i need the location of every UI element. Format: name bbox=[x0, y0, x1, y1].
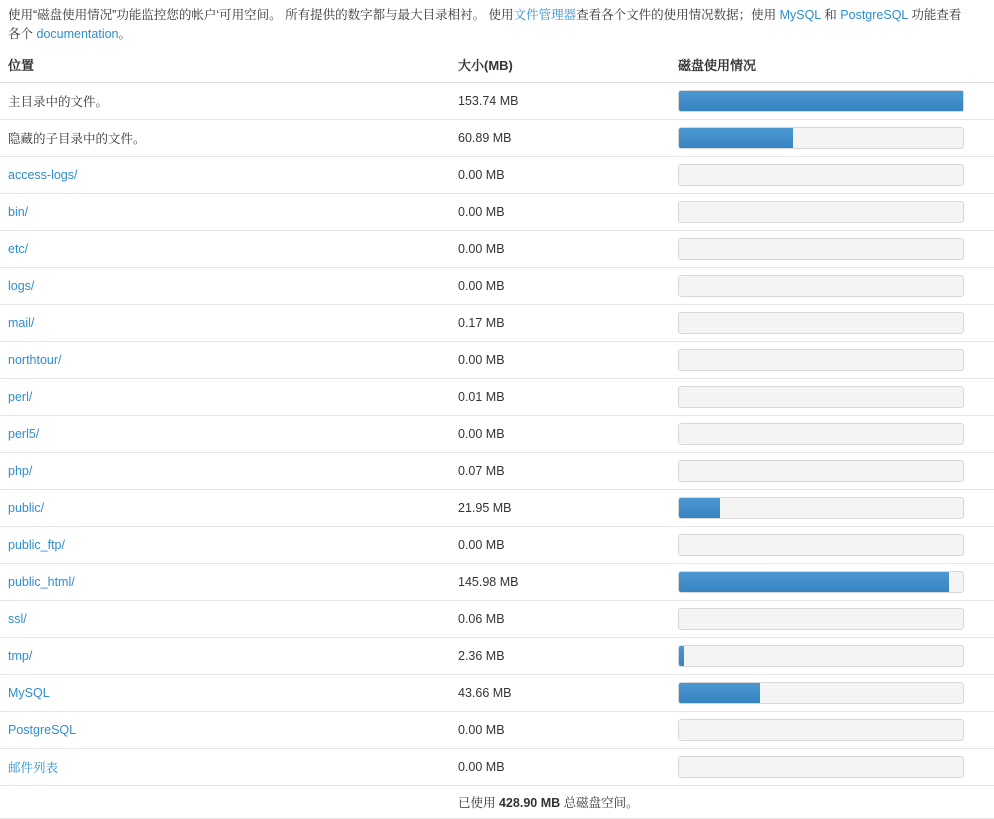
location-link[interactable]: northtour/ bbox=[8, 353, 62, 367]
cell-location bbox=[0, 83, 450, 120]
cell-location bbox=[0, 712, 450, 749]
cell-size bbox=[450, 749, 670, 786]
cell-usage bbox=[670, 416, 994, 453]
location-link[interactable]: public_html/ bbox=[8, 575, 75, 589]
intro-text-part1: 使用“磁盘使用情况”功能监控您的帐户‘可用空间。 所有提供的数字都与最大目录相衬。 使用 bbox=[8, 8, 514, 22]
total-usage-row bbox=[0, 786, 994, 819]
location-link[interactable]: etc/ bbox=[8, 242, 29, 256]
column-header-size: 大小(MB) bbox=[450, 48, 670, 83]
cell-usage bbox=[670, 342, 994, 379]
cell-size bbox=[450, 231, 670, 268]
cell-usage bbox=[670, 305, 994, 342]
table-row bbox=[0, 379, 994, 416]
usage-bar-fill bbox=[679, 128, 793, 148]
table-row bbox=[0, 342, 994, 379]
location-link[interactable]: perl/ bbox=[8, 390, 33, 404]
usage-bar-track bbox=[678, 719, 964, 741]
cell-size bbox=[450, 712, 670, 749]
cell-usage bbox=[670, 120, 994, 157]
table-row bbox=[0, 527, 994, 564]
table-row bbox=[0, 83, 994, 120]
size-value: 0.00 MB bbox=[458, 427, 505, 441]
cell-usage bbox=[670, 712, 994, 749]
cell-location bbox=[0, 453, 450, 490]
cell-size bbox=[450, 379, 670, 416]
size-value: 0.01 MB bbox=[458, 390, 505, 404]
cell-location bbox=[0, 564, 450, 601]
disk-usage-table bbox=[0, 48, 994, 819]
table-header bbox=[0, 48, 994, 83]
location-label: 隐藏的子目录中的文件。 bbox=[8, 132, 146, 146]
usage-bar-track bbox=[678, 756, 964, 778]
location-link[interactable]: public/ bbox=[8, 501, 45, 515]
size-value: 0.00 MB bbox=[458, 205, 505, 219]
file-manager-link[interactable]: 文件管理器 bbox=[513, 8, 577, 22]
cell-usage bbox=[670, 231, 994, 268]
table-row bbox=[0, 268, 994, 305]
location-link[interactable]: php/ bbox=[8, 464, 33, 478]
usage-bar-track bbox=[678, 312, 964, 334]
size-value: 0.00 MB bbox=[458, 242, 505, 256]
cell-location bbox=[0, 157, 450, 194]
table-row bbox=[0, 416, 994, 453]
postgresql-link[interactable]: PostgreSQL bbox=[840, 8, 908, 22]
table-body bbox=[0, 83, 994, 786]
total-value: 428.90 MB bbox=[498, 796, 561, 810]
cell-location bbox=[0, 490, 450, 527]
cell-location bbox=[0, 601, 450, 638]
size-value: 0.07 MB bbox=[458, 464, 505, 478]
cell-size bbox=[450, 83, 670, 120]
cell-size bbox=[450, 675, 670, 712]
usage-bar-track bbox=[678, 238, 964, 260]
usage-bar-track bbox=[678, 608, 964, 630]
table-row bbox=[0, 712, 994, 749]
table-header-row bbox=[0, 48, 994, 83]
usage-bar-fill bbox=[679, 91, 963, 111]
cell-location bbox=[0, 749, 450, 786]
cell-location bbox=[0, 194, 450, 231]
intro-paragraph bbox=[0, 0, 978, 48]
table-row bbox=[0, 305, 994, 342]
table-row bbox=[0, 564, 994, 601]
cell-location bbox=[0, 527, 450, 564]
total-suffix: 总磁盘空间。 bbox=[560, 796, 639, 810]
location-link[interactable]: public_ftp/ bbox=[8, 538, 65, 552]
size-value: 0.00 MB bbox=[458, 168, 505, 182]
cell-size bbox=[450, 490, 670, 527]
cell-usage bbox=[670, 601, 994, 638]
cell-size bbox=[450, 601, 670, 638]
location-link[interactable]: 邮件列表 bbox=[8, 761, 59, 775]
location-link[interactable]: PostgreSQL bbox=[8, 723, 77, 737]
total-prefix: 已使用 bbox=[458, 796, 499, 810]
location-label: 主目录中的文件。 bbox=[8, 95, 109, 109]
table-row bbox=[0, 675, 994, 712]
cell-size bbox=[450, 416, 670, 453]
usage-bar-track bbox=[678, 423, 964, 445]
size-value: 21.95 MB bbox=[458, 501, 512, 515]
column-header-usage: 磁盘使用情况 bbox=[670, 48, 994, 83]
intro-text-part5: 。 bbox=[118, 27, 132, 41]
location-link[interactable]: mail/ bbox=[8, 316, 35, 330]
usage-bar-track bbox=[678, 645, 964, 667]
total-usage-text bbox=[450, 786, 994, 819]
size-value: 0.00 MB bbox=[458, 723, 505, 737]
cell-usage bbox=[670, 379, 994, 416]
table-row bbox=[0, 453, 994, 490]
cell-usage bbox=[670, 564, 994, 601]
location-link[interactable]: bin/ bbox=[8, 205, 29, 219]
intro-text-part2: 查看各个文件的使用情况数据；使用 bbox=[576, 8, 777, 22]
usage-bar-track bbox=[678, 460, 964, 482]
cell-usage bbox=[670, 453, 994, 490]
usage-bar-track bbox=[678, 571, 964, 593]
table-row bbox=[0, 601, 994, 638]
cell-size bbox=[450, 194, 670, 231]
usage-bar-fill bbox=[679, 498, 720, 518]
table-row bbox=[0, 194, 994, 231]
column-header-location: 位置 bbox=[0, 48, 450, 83]
documentation-link[interactable]: documentation bbox=[36, 27, 119, 41]
cell-size bbox=[450, 453, 670, 490]
location-link[interactable]: perl5/ bbox=[8, 427, 40, 441]
cell-location bbox=[0, 675, 450, 712]
usage-bar-track bbox=[678, 164, 964, 186]
table-row bbox=[0, 120, 994, 157]
intro-text-part4: 功能查看各个 bbox=[8, 8, 962, 41]
cell-location bbox=[0, 268, 450, 305]
cell-usage bbox=[670, 490, 994, 527]
location-link[interactable]: MySQL bbox=[8, 686, 50, 700]
table-row bbox=[0, 231, 994, 268]
location-link[interactable]: access-logs/ bbox=[8, 168, 78, 182]
mysql-link[interactable]: MySQL bbox=[779, 8, 821, 22]
usage-bar-fill bbox=[679, 683, 760, 703]
table-row bbox=[0, 749, 994, 786]
size-value: 0.00 MB bbox=[458, 760, 505, 774]
size-value: 0.00 MB bbox=[458, 538, 505, 552]
cell-usage bbox=[670, 268, 994, 305]
usage-bar-fill bbox=[679, 646, 684, 666]
cell-usage bbox=[670, 527, 994, 564]
cell-usage bbox=[670, 157, 994, 194]
location-link[interactable]: tmp/ bbox=[8, 649, 33, 663]
cell-size bbox=[450, 527, 670, 564]
size-value: 0.00 MB bbox=[458, 279, 505, 293]
cell-size bbox=[450, 120, 670, 157]
usage-bar-track bbox=[678, 534, 964, 556]
location-link[interactable]: logs/ bbox=[8, 279, 35, 293]
table-row bbox=[0, 490, 994, 527]
size-value: 43.66 MB bbox=[458, 686, 512, 700]
cell-usage bbox=[670, 638, 994, 675]
cell-size bbox=[450, 564, 670, 601]
cell-size bbox=[450, 268, 670, 305]
table-row bbox=[0, 638, 994, 675]
usage-bar-track bbox=[678, 682, 964, 704]
usage-bar-track bbox=[678, 386, 964, 408]
cell-size bbox=[450, 342, 670, 379]
size-value: 153.74 MB bbox=[458, 94, 519, 108]
usage-bar-track bbox=[678, 90, 964, 112]
usage-bar-track bbox=[678, 497, 964, 519]
cell-size bbox=[450, 305, 670, 342]
table-row bbox=[0, 157, 994, 194]
size-value: 0.00 MB bbox=[458, 353, 505, 367]
usage-bar-track bbox=[678, 349, 964, 371]
usage-bar-track bbox=[678, 127, 964, 149]
location-link[interactable]: ssl/ bbox=[8, 612, 27, 626]
table-footer bbox=[0, 786, 994, 819]
cell-usage bbox=[670, 675, 994, 712]
cell-location bbox=[0, 231, 450, 268]
cell-location bbox=[0, 379, 450, 416]
size-value: 145.98 MB bbox=[458, 575, 519, 589]
size-value: 60.89 MB bbox=[458, 131, 512, 145]
usage-bar-track bbox=[678, 201, 964, 223]
cell-location bbox=[0, 416, 450, 453]
cell-usage bbox=[670, 749, 994, 786]
cell-size bbox=[450, 157, 670, 194]
cell-location bbox=[0, 120, 450, 157]
intro-text-part3: 和 bbox=[824, 8, 837, 22]
cell-location bbox=[0, 305, 450, 342]
cell-location bbox=[0, 638, 450, 675]
cell-usage bbox=[670, 194, 994, 231]
cell-size bbox=[450, 638, 670, 675]
size-value: 2.36 MB bbox=[458, 649, 505, 663]
cell-usage bbox=[670, 83, 994, 120]
size-value: 0.17 MB bbox=[458, 316, 505, 330]
usage-bar-fill bbox=[679, 572, 949, 592]
size-value: 0.06 MB bbox=[458, 612, 505, 626]
footer-spacer-left bbox=[0, 786, 450, 819]
usage-bar-track bbox=[678, 275, 964, 297]
cell-location bbox=[0, 342, 450, 379]
